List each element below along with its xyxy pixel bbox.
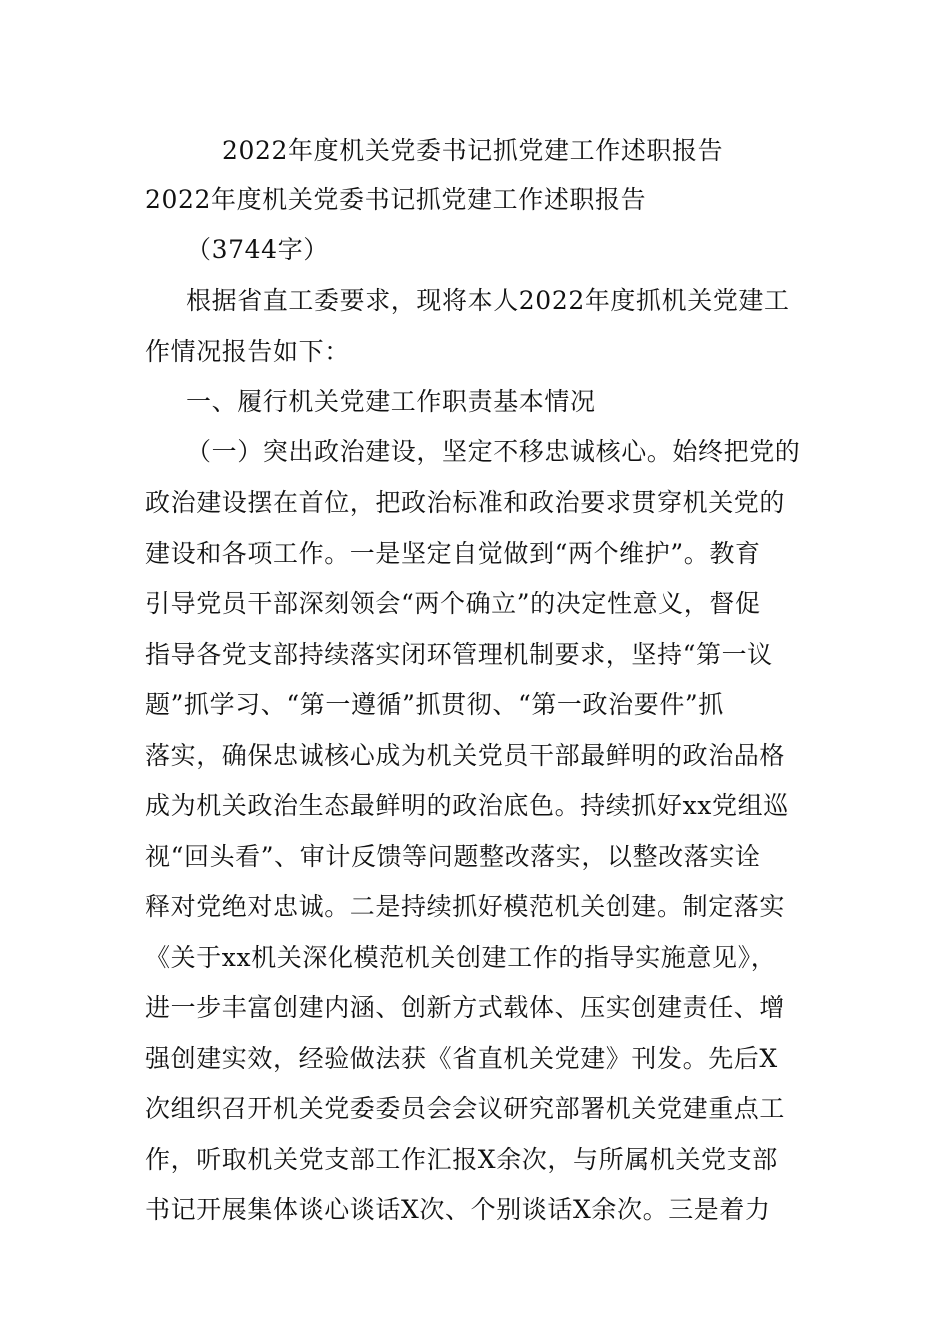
paragraph-line: 作情况报告如下： bbox=[145, 337, 350, 366]
paragraph-line: 视“回头看”、审计反馈等问题整改落实，以整改落实诠 bbox=[145, 842, 761, 871]
paragraph-line: 成为机关政治生态最鲜明的政治底色。持续抓好xx党组巡 bbox=[145, 791, 789, 820]
section-heading: 一、履行机关党建工作职责基本情况 bbox=[186, 387, 596, 416]
document-title: 2022年度机关党委书记抓党建工作述职报告 bbox=[222, 136, 724, 165]
paragraph-line: 引导党员干部深刻领会“两个确立”的决定性意义，督促 bbox=[145, 589, 761, 618]
paragraph-line: 书记开展集体谈心谈话X次、个别谈话X余次。三是着力 bbox=[145, 1195, 771, 1224]
paragraph-line: 强创建实效，经验做法获《省直机关党建》刊发。先后X bbox=[145, 1044, 778, 1073]
paragraph-line: 进一步丰富创建内涵、创新方式载体、压实创建责任、增 bbox=[145, 993, 786, 1022]
paragraph-line: 指导各党支部持续落实闭环管理机制要求，坚持“第一议 bbox=[145, 640, 773, 669]
paragraph-line: 根据省直工委要求，现将本人2022年度抓机关党建工 bbox=[186, 286, 790, 315]
document-subtitle: 2022年度机关党委书记抓党建工作述职报告 bbox=[145, 185, 647, 214]
paragraph-line: 《关于xx机关深化模范机关创建工作的指导实施意见》， bbox=[145, 943, 777, 972]
paragraph-line: （一）突出政治建设，坚定不移忠诚核心。始终把党的 bbox=[186, 437, 801, 466]
paragraph-line: 释对党绝对忠诚。二是持续抓好模范机关创建。制定落实 bbox=[145, 892, 786, 921]
paragraph-line: 政治建设摆在首位，把政治标准和政治要求贯穿机关党的 bbox=[145, 488, 786, 517]
paragraph-line: 落实，确保忠诚核心成为机关党员干部最鲜明的政治品格 bbox=[145, 741, 786, 770]
paragraph-line: 次组织召开机关党委委员会会议研究部署机关党建重点工 bbox=[145, 1094, 786, 1123]
paragraph-line: 题”抓学习、“第一遵循”抓贯彻、“第一政治要件”抓 bbox=[145, 690, 724, 719]
paragraph-line: 作，听取机关党支部工作汇报X余次，与所属机关党支部 bbox=[145, 1145, 778, 1174]
paragraph-line: 建设和各项工作。一是坚定自觉做到“两个维护”。教育 bbox=[145, 539, 761, 568]
word-count: （3744字） bbox=[186, 235, 329, 264]
